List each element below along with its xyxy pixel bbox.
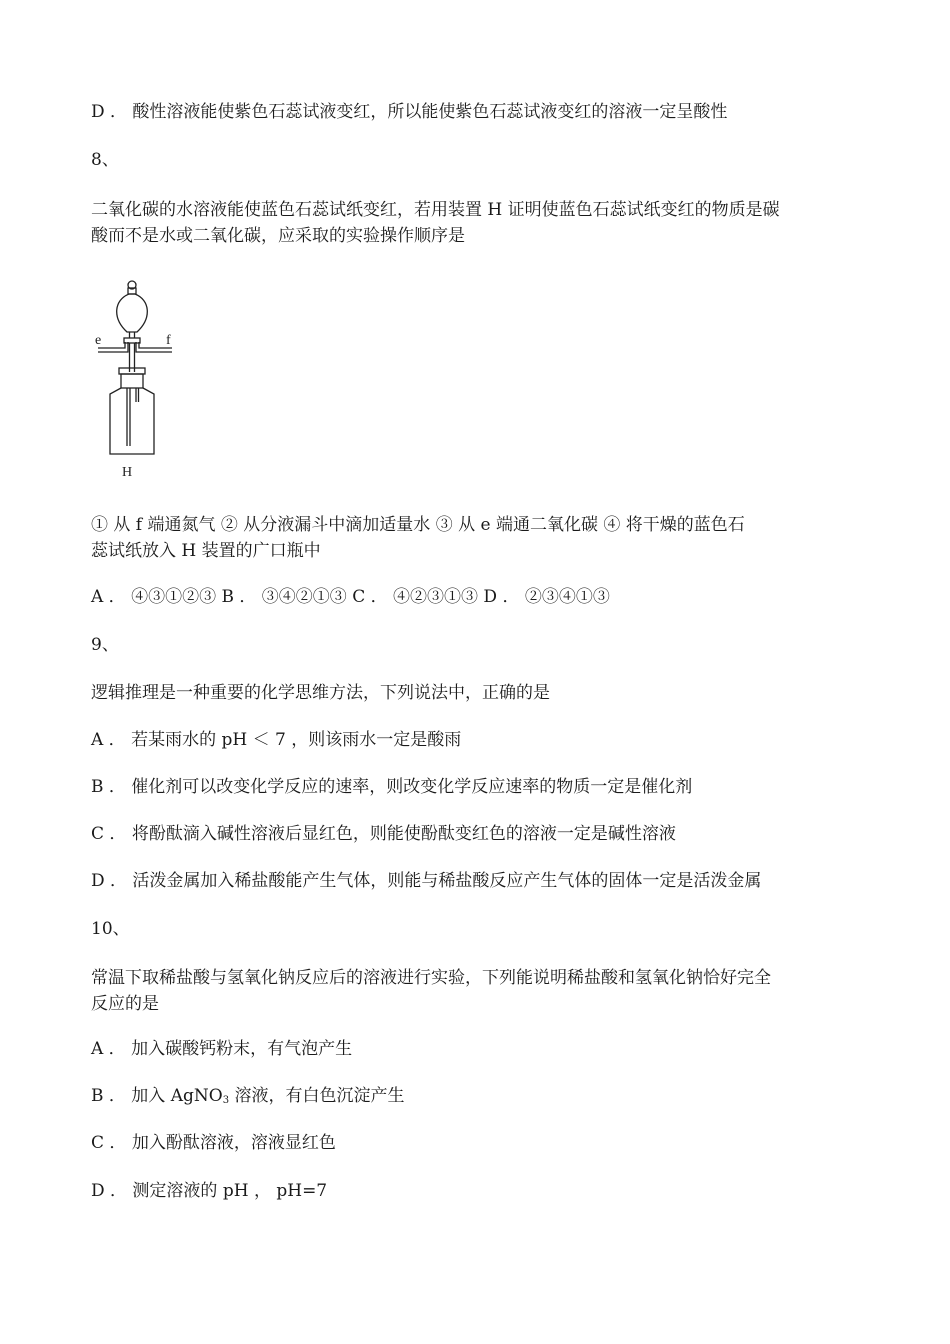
q9-option-d: D ． 活泼金属加入稀盐酸能产生气体，则能与稀盐酸反应产生气体的固体一定是活泼金属 (91, 871, 762, 891)
q9-option-a: A ． 若某雨水的 pH ＜ 7 ，则该雨水一定是酸雨 (91, 730, 462, 750)
q10-option-d: D ． 测定溶液的 pH ， pH=7 (91, 1181, 328, 1201)
q9-stem: 逻辑推理是一种重要的化学思维方法，下列说法中，正确的是 (91, 683, 550, 703)
q9-option-c: C ． 将酚酞滴入碱性溶液后显红色，则能使酚酞变红色的溶液一定是碱性溶液 (91, 824, 676, 844)
figure-caption: H (122, 465, 133, 480)
q9-number: 9、 (91, 635, 119, 655)
label-e: e (95, 333, 102, 348)
q8-stem-line1: 二氧化碳的水溶液能使蓝色石蕊试纸变红，若用装置 H 证明使蓝色石蕊试纸变红的物质是碳 (91, 200, 780, 220)
label-f: f (166, 333, 171, 348)
q10-option-c: C ． 加入酚酞溶液，溶液显红色 (91, 1133, 336, 1153)
q10-option-b (91, 1083, 404, 1114)
apparatus-h-drawing (92, 276, 192, 486)
q10-number: 10、 (91, 919, 130, 939)
q8-steps-line2: 蕊试纸放入 H 装置的广口瓶中 (91, 541, 321, 561)
q8-number: 8、 (91, 150, 119, 170)
q10-option-b-text: B ． 加入 AgNO (91, 1086, 223, 1106)
q8-steps-line1: ① 从 f 端通氮气 ② 从分液漏斗中滴加适量水 ③ 从 e 端通二氧化碳 ④ 将干燥的蓝色石 (91, 515, 745, 535)
q10-option-b-rest: 溶液，有白色沉淀产生 (229, 1086, 405, 1106)
apparatus-h-figure (92, 276, 192, 486)
q9-option-b: B ． 催化剂可以改变化学反应的速率，则改变化学反应速率的物质一定是催化剂 (91, 777, 693, 797)
q10-stem-line2: 反应的是 (91, 994, 159, 1014)
q10-option-a: A ． 加入碳酸钙粉末，有气泡产生 (91, 1039, 353, 1059)
q10-option-b-subscript: 3 (222, 1095, 230, 1106)
q7-option-d: D ． 酸性溶液能使紫色石蕊试液变红，所以能使紫色石蕊试液变红的溶液一定呈酸性 (91, 102, 728, 122)
q10-stem-line1: 常温下取稀盐酸与氢氧化钠反应后的溶液进行实验，下列能说明稀盐酸和氢氧化钠恰好完全 (91, 968, 771, 988)
q8-options: A ． ④③①②③ B ． ③④②①③ C ． ④②③①③ D ． ②③④①③ (91, 587, 610, 607)
q8-stem-line2: 酸而不是水或二氧化碳，应采取的实验操作顺序是 (91, 226, 465, 246)
